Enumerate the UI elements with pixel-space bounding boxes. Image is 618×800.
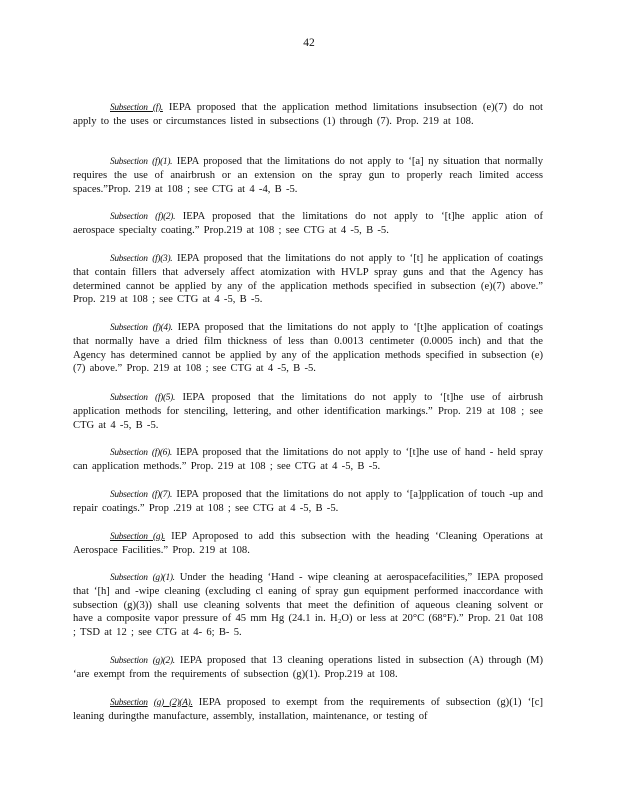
paragraph-subsection-g2 [73,654,543,682]
paragraph-subsection-g1 [73,571,543,640]
paragraph-subsection-f2 [73,210,543,238]
subsection-heading: (f)(7). [151,489,172,500]
paragraph-text: IEPA proposed that the limitations do not apply to ‘[a]pplication of touch -up and repair coatings.” Prop .219 at 108 ; see CTG at 4 -5, B -5. [73,488,544,515]
subsection-heading: Subsection (g). [110,531,166,542]
subsection-heading: (f)(2). [155,211,176,222]
subsection-label: Subsection [110,655,148,666]
paragraph-text: IEPA proposed that the limitations do not apply to ‘[t]he applic ation of aerospace specialty coating.” Prop.219 at 108 ; see CTG at 4 -5, B -5. [73,210,544,237]
subsection-heading: (g) (2)(A). [153,697,193,708]
paragraph-subsection-f [73,101,543,129]
paragraph-subsection-f3 [73,252,543,307]
paragraph-text: IEPA proposed that 13 cleaning operations listed in subsection (A) through (M) ‘are exempt from the requirements of subsection (g)(1). Prop.219 at 108. [73,654,544,681]
subsection-label: Subsection [110,572,148,583]
subsection-label: Subsection [110,156,148,167]
paragraph-text: Under the heading ‘Hand - wipe cleaning at aerospacefacilities,” IEPA proposed that ‘[h] and -wipe cleaning (excluding cl eaning of spray gun equipment performed inaccordance with subsection (g)(3)) shall use cleaning solvents that meet the definition of aqueous cleaning solvent or have a composite vapor pressure of 45 mm Hg (24.1 in. H₂O) or less at 20°C (68°F).” Prop. 21 0at 108 ; TSD at 12 ; see CTG at 4- 6; B- 5. [73,571,543,638]
paragraph-text: IEP Aproposed to add this subsection with the heading ‘Cleaning Operations at Aerospace Facilities.” Prop. 219 at 108. [73,530,543,557]
subsection-label: Subsection [110,392,148,403]
subsection-heading: (f)(3). [152,253,173,264]
subsection-label: Subsection [110,211,148,222]
paragraph-text: IEPA proposed that the limitations do not apply to ‘[t] he application of coatings that contain fillers that adversely affect atomization with HVLP spray guns and that the Agency has determined cannot be applied by any of the application methods specified in subsection (e)(7) above.” Prop. 219 at 108 ; see CTG at 4 -5, B -5. [73,252,544,306]
paragraph-subsection-g [73,530,543,558]
paragraph-subsection-f7 [73,488,543,516]
paragraph-text: IEPA proposed that the application method limitations insubsection (e)(7) do not apply to the uses or circumstances listed in subsections (1) through (7). Prop. 219 at 108. [73,101,543,128]
subsection-heading: (f)(5). [155,392,176,403]
subsection-heading: Subsection (f). [110,102,163,113]
subsection-heading: (g)(2). [152,655,175,666]
subsection-label: Subsection [110,253,148,264]
paragraph-text: IEPA proposed that the limitations do not apply to ‘[t]he application of coatings that normally have a dried film thickness of less than 0.0013 centimeter (0.0005 inch) and that the Agency has determined cannot be applied by any of the application methods specified in subsection (e)(7) above.” Prop. 219 at 108 ; see CTG at 4 -5, B -5. [73,321,543,375]
subsection-heading: (g)(1). [152,572,175,583]
paragraph-subsection-g2a [73,696,543,724]
subsection-heading: (f)(1). [152,156,173,167]
paragraph-subsection-f4 [73,321,543,376]
subsection-label: Subsection [110,447,148,458]
paragraph-subsection-f5 [73,391,543,433]
paragraph-subsection-f1 [73,155,543,197]
subsection-heading: (f)(4). [152,322,173,333]
subsection-heading: (f)(6). [151,447,172,458]
page-number: 42 [303,37,315,49]
subsection-label: Subsection [110,489,148,500]
subsection-label: Subsection [110,697,148,708]
paragraph-text: IEPA proposed to exempt from the requirements of subsection (g)(1) ‘[c] leaning duringthe manufacture, assembly, installation, maintenance, or testing of [73,696,544,723]
paragraph-subsection-f6 [73,446,543,474]
subsection-label: Subsection [110,322,148,333]
paragraph-text: IEPA proposed that the limitations do not apply to ‘[a] ny situation that normally requires the use of anairbrush or an extension on the spray gun to properly reach limited access spaces.”Prop. 219 at 108 ; see CTG at 4 -4, B -5. [73,155,543,195]
paragraph-text: IEPA proposed that the limitations do not apply to ‘[t]he use of airbrush application methods for stenciling, lettering, and other identification markings.” Prop. 219 at 108 ; see CTG at 4 -5, B -5. [73,391,544,431]
paragraph-text: IEPA proposed that the limitations do not apply to ‘[t]he use of hand - held spray can application methods.” Prop. 219 at 108 ; see CTG at 4 -5, B -5. [73,446,543,473]
